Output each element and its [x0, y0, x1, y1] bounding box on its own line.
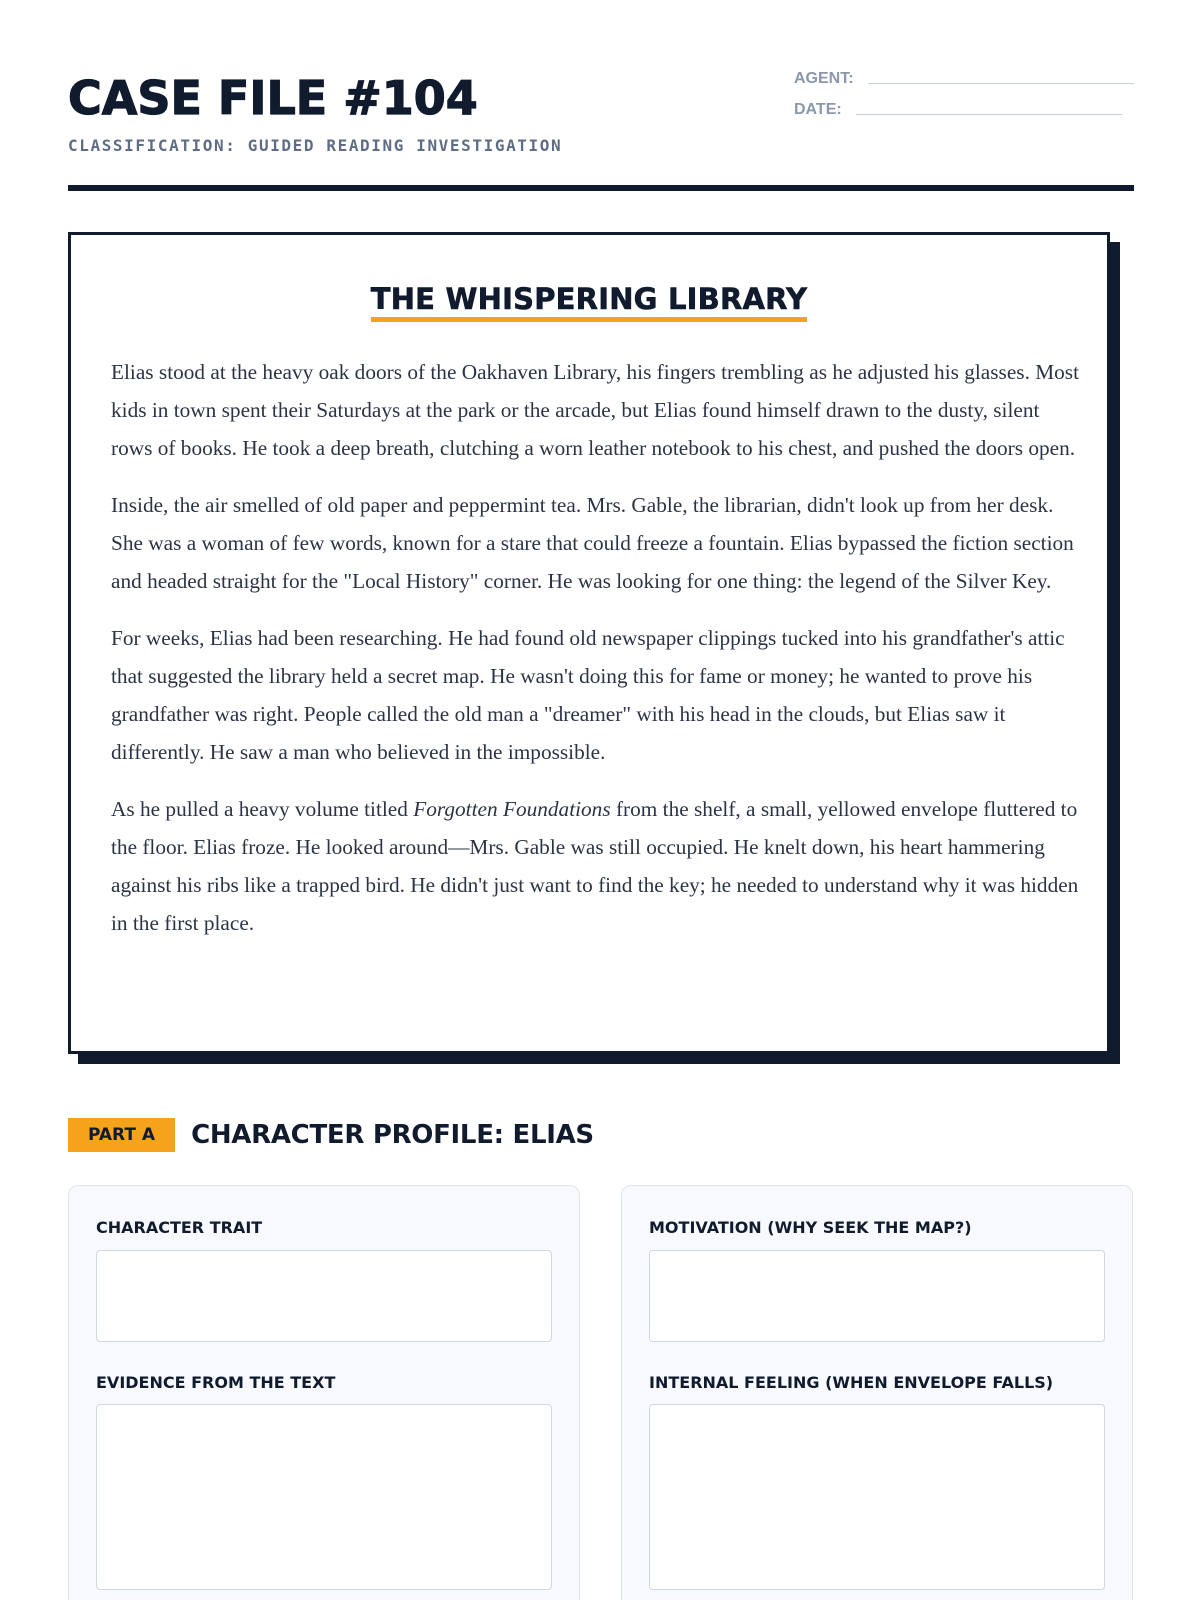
- evidence-label: EVIDENCE FROM THE TEXT: [96, 1373, 336, 1392]
- profile-card-right: [621, 1185, 1133, 1600]
- story-paragraph-3: For weeks, Elias had been researching. He had found old newspaper clippings tucked into his grandfather's attic that suggested the library held a secret map. He wasn't doing this for fame or money; he wanted to prove his grandfather was right. People called the old man a "dreamer" with his head in the clouds, but Elias saw it differently. He saw a man who believed in the impossible.: [111, 626, 1065, 764]
- date-label: DATE:: [794, 101, 842, 118]
- story-paragraph-1: Elias stood at the heavy oak doors of the Oakhaven Library, his fingers trembling as he adjusted his glasses. Most kids in town spent their Saturdays at the park or the arcade, but Elias found himself drawn to the dusty, silent rows of books. He took a deep breath, clutching a worn leather notebook to his chest, and pushed the doors open.: [111, 360, 1080, 460]
- agent-field[interactable]: [794, 70, 1134, 88]
- story-paragraph-4-end: from the shelf, a small, yellowed envelope fluttered to the floor. Elias froze. He looked around—Mrs. Gable was still occupied. He knelt down, his heart hammering against his ribs like a trapped bird. He didn't just want to find the key; he needed to understand why it was hidden in the first place.: [111, 797, 1079, 935]
- character-trait-label: CHARACTER TRAIT: [96, 1218, 263, 1237]
- internal-feeling-answer-box[interactable]: [649, 1404, 1105, 1590]
- agent-label: AGENT:: [794, 70, 854, 87]
- story-title-wrap: [71, 281, 1107, 322]
- story-body: [111, 353, 1081, 961]
- date-field[interactable]: [794, 101, 1122, 119]
- worksheet-page: [68, 0, 1134, 1600]
- part-a-title: CHARACTER PROFILE: ELIAS: [191, 1120, 594, 1150]
- story-paragraph-2: Inside, the air smelled of old paper and peppermint tea. Mrs. Gable, the librarian, didn't look up from her desk. She was a woman of few words, known for a stare that could freeze a fountain. Elias bypassed the fiction section and headed straight for the "Local History" corner. He was looking for one thing: the legend of the Silver Key.: [111, 493, 1074, 593]
- motivation-answer-box[interactable]: [649, 1250, 1105, 1342]
- book-title: Forgotten Foundations: [413, 797, 611, 821]
- header-divider: [68, 185, 1134, 191]
- motivation-label: MOTIVATION (WHY SEEK THE MAP?): [649, 1218, 972, 1237]
- case-file-title: CASE FILE #104: [68, 71, 478, 125]
- classification-subtitle: CLASSIFICATION: GUIDED READING INVESTIGATION: [68, 136, 563, 155]
- case-header: [68, 64, 1134, 194]
- agent-write-line[interactable]: [868, 83, 1134, 84]
- date-write-line[interactable]: [856, 114, 1122, 115]
- story-title: THE WHISPERING LIBRARY: [371, 281, 808, 322]
- character-trait-answer-box[interactable]: [96, 1250, 552, 1342]
- internal-feeling-label: INTERNAL FEELING (WHEN ENVELOPE FALLS): [649, 1373, 1054, 1392]
- profile-card-left: [68, 1185, 580, 1600]
- story-paragraph-4-start: As he pulled a heavy volume titled: [111, 797, 414, 821]
- part-a-header: [68, 1118, 594, 1152]
- evidence-answer-box[interactable]: [96, 1404, 552, 1590]
- story-paragraph-4: [111, 790, 1081, 942]
- part-a-badge: PART A: [68, 1118, 175, 1152]
- story-passage-box: [68, 232, 1110, 1054]
